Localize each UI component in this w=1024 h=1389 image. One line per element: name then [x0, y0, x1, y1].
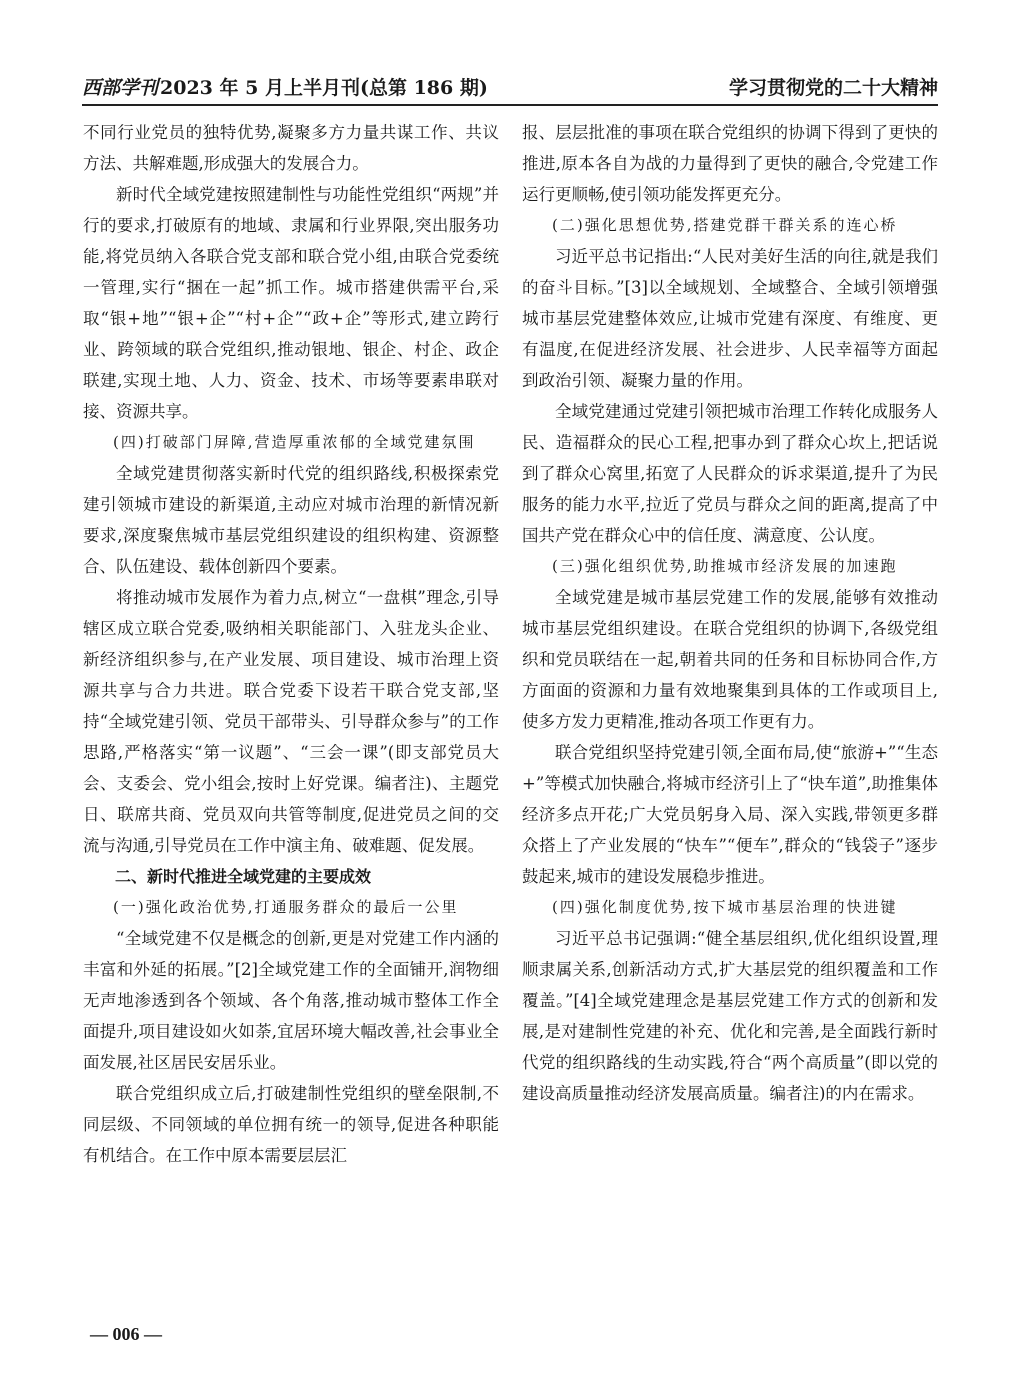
issue-text: 2023 年 5 月上半月刊(总第 186 期) — [160, 77, 488, 99]
subsection-heading: (二)强化思想优势,搭建党群干群关系的连心桥 — [552, 216, 898, 234]
subsection-heading: (四)打破部门屏障,营造厚重浓郁的全域党建氛围 — [113, 433, 476, 451]
body-paragraph: 新时代全域党建按照建制性与功能性党组织“两规”并行的要求,打破原有的地域、隶属和行业界限,突出服务功能,将党员纳入各联合党支部和联合党小组,由联合党委统一管理,实行“捆在一起”抓工作。城市搭建供需平台,采取“银+地”“银+企”“村+企”“政+企”等形式,建立跨行业、跨领域的联合党组织,推动银地、银企、村企、政企联建,实现土地、人力、资金、技术、市场等要素串联对接、资源共享。 — [83, 185, 499, 421]
section-heading: 二、新时代推进全域党建的主要成效 — [115, 867, 372, 886]
body-paragraph: 习近平总书记强调:“健全基层组织,优化组织设置,理顺隶属关系,创新活动方式,扩大基层党的组织覆盖和工作覆盖。”[4]全域党建理念是基层党建工作方式的创新和发展,是对建制性党建的补充、优化和完善,是全面践行新时代党的组织路线的生动实践,符合“两个高质量”(即以党的建设高质量推动经济发展高质量。编者注)的内在需求。 — [522, 929, 938, 1103]
body-paragraph: 联合党组织成立后,打破建制性党组织的壁垒限制,不同层级、不同领域的单位拥有统一的领导,促进各种职能有机结合。在工作中原本需要层层汇 — [83, 1084, 499, 1165]
page-header — [82, 70, 938, 106]
body-paragraph: 全域党建贯彻落实新时代党的组织路线,积极探索党建引领城市建设的新渠道,主动应对城市治理的新情况新要求,深度聚焦城市基层党组织建设的组织构建、资源整合、队伍建设、载体创新四个要素。 — [83, 464, 499, 576]
section-title: 学习贯彻党的二十大精神 — [728, 77, 938, 99]
subsection-heading: (三)强化组织优势,助推城市经济发展的加速跑 — [552, 557, 898, 575]
body-paragraph: 不同行业党员的独特优势,凝聚多方力量共谋工作、共议方法、共解难题,形成强大的发展合力。 — [83, 123, 499, 173]
journal-logo: 西部学刊 — [82, 77, 159, 99]
body-paragraph: 全域党建是城市基层党建工作的发展,能够有效推动城市基层党组织建设。在联合党组织的协调下,各级党组织和党员联结在一起,朝着共同的任务和目标协同合作,方方面面的资源和力量有效地聚集到具体的工作或项目上,使多方发力更精准,推动各项工作更有力。 — [522, 588, 938, 731]
journal-issue — [82, 73, 488, 104]
subsection-heading: (一)强化政治优势,打通服务群众的最后一公里 — [113, 898, 459, 916]
body-paragraph: 全域党建通过党建引领把城市治理工作转化成服务人民、造福群众的民心工程,把事办到了群众心坎上,把话说到了群众心窝里,拓宽了人民群众的诉求渠道,提升了为民服务的能力水平,拉近了党员与群众之间的距离,提高了中国共产党在群众心中的信任度、满意度、公认度。 — [522, 402, 938, 545]
body-paragraph: 报、层层批准的事项在联合党组织的协调下得到了更快的推进,原本各自为战的力量得到了更快的融合,令党建工作运行更顺畅,使引领功能发挥更充分。 — [522, 123, 938, 204]
right-column — [522, 117, 938, 1109]
page-number: — 006 — — [90, 1324, 162, 1344]
body-paragraph: “全域党建不仅是概念的创新,更是对党建工作内涵的丰富和外延的拓展。”[2]全域党建工作的全面铺开,润物细无声地渗透到各个领域、各个角落,推动城市整体工作全面提升,项目建设如火如荼,宜居环境大幅改善,社会事业全面发展,社区居民安居乐业。 — [83, 929, 499, 1072]
body-paragraph: 联合党组织坚持党建引领,全面布局,使“旅游+”“生态+”等模式加快融合,将城市经济引上了“快车道”,助推集体经济多点开花;广大党员躬身入局、深入实践,带领更多群众搭上了产业发展的“快车”“便车”,群众的“钱袋子”逐步鼓起来,城市的建设发展稳步推进。 — [522, 743, 938, 886]
subsection-heading: (四)强化制度优势,按下城市基层治理的快进键 — [552, 898, 898, 916]
left-column — [83, 117, 499, 1171]
body-paragraph: 将推动城市发展作为着力点,树立“一盘棋”理念,引导辖区成立联合党委,吸纳相关职能部门、入驻龙头企业、新经济组织参与,在产业发展、项目建设、城市治理上资源共享与合力共进。联合党委下设若干联合党支部,坚持“全域党建引领、党员干部带头、引导群众参与”的工作思路,严格落实“第一议题”、“三会一课”(即支部党员大会、支委会、党小组会,按时上好党课。编者注)、主题党日、联席共商、党员双向共管等制度,促进党员之间的交流与沟通,引导党员在工作中演主角、破难题、促发展。 — [83, 588, 499, 855]
body-paragraph: 习近平总书记指出:“人民对美好生活的向往,就是我们的奋斗目标。”[3]以全域规划、全域整合、全域引领增强城市基层党建整体效应,让城市党建有深度、有维度、更有温度,在促进经济发展、社会进步、人民幸福等方面起到政治引领、凝聚力量的作用。 — [522, 247, 938, 390]
